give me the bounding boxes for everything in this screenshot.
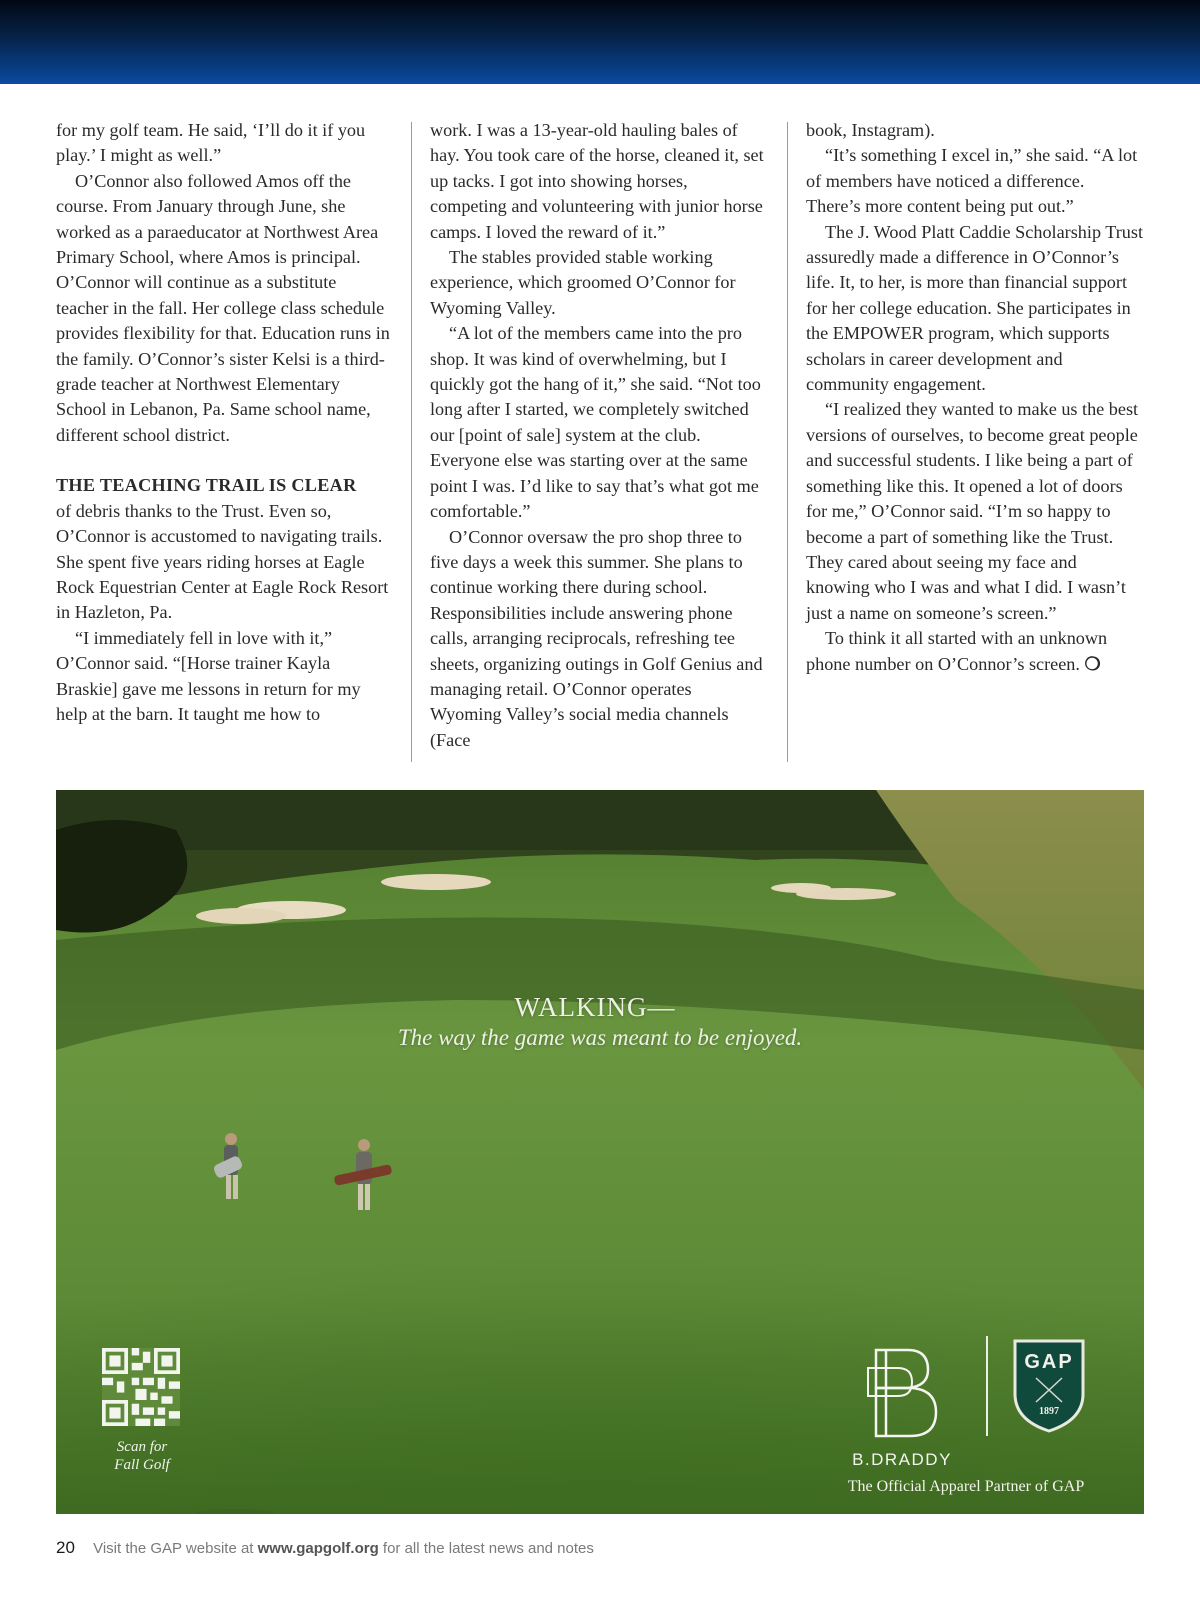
paragraph: work. I was a 13-year-old hauling bales of hay. You took care of the horse, cleaned it, set up tacks. I got into showing horses, competing and volunteering with junior horse camps. I loved the reward of it.”: [430, 120, 764, 242]
paragraph-text: To think it all started with an unknown phone number on O’Connor’s screen.: [806, 628, 1108, 674]
paragraph-text: of debris thanks to the Trust. Even so, O’Connor is accustomed to navigating trails. She spent five years riding horses at Eagle Rock Equestrian Center at Eagle Rock Resort in Hazleton, Pa.: [56, 500, 389, 623]
gap-badge-text: GAP: [1024, 1351, 1074, 1373]
golf-course-photo: [56, 790, 1144, 1514]
article-column-1: [56, 118, 393, 727]
brand-name: B.DRADDY: [852, 1450, 952, 1469]
paragraph: for my golf team. He said, ‘I’ll do it if you play.’ I might as well.”: [56, 120, 366, 166]
article-column-2: [430, 118, 767, 753]
logo-divider: [986, 1336, 988, 1436]
sand-bunker: [771, 883, 831, 893]
paragraph: The J. Wood Platt Caddie Scholarship Trust assuredly made a difference in O’Connor’s life. It, to her, is more than financial support for her college education. She participates in the EMPOWER program, which supports scholars in career development and community engagement.: [806, 221, 1144, 395]
b-draddy-logo-icon: [846, 1338, 956, 1448]
top-header-bar: [0, 0, 1200, 84]
paragraph: The stables provided stable working experience, which groomed O’Connor for Wyoming Valley.: [430, 247, 736, 318]
ad-tagline: The way the game was meant to be enjoyed.: [397, 1025, 803, 1050]
column-divider: [787, 122, 788, 762]
footer-text: for all the latest news and notes: [382, 1540, 594, 1557]
column-divider: [411, 122, 412, 762]
qr-code-icon[interactable]: [102, 1348, 180, 1426]
sand-bunker: [196, 908, 286, 924]
qr-caption: [92, 1438, 192, 1474]
ad-headline-title: WALKING—: [514, 992, 676, 1022]
advertisement: [56, 790, 1144, 1514]
paragraph: [56, 473, 393, 625]
paragraph: “I immediately fell in love with it,” O’Connor said. “[Horse trainer Kayla Braskie] gave me lessons in return for my help at the barn. It taught me how to: [56, 627, 361, 724]
paragraph: [806, 626, 1143, 677]
qr-caption-line: Fall Golf: [114, 1457, 170, 1473]
paragraph: “It’s something I excel in,” she said. “A lot of members have noticed a difference. There’s more content being put out.”: [806, 145, 1138, 217]
qr-caption-line: Scan for: [116, 1439, 168, 1455]
paragraph: book, Instagram).: [806, 120, 935, 140]
article-column-3: [806, 118, 1143, 677]
paragraph: “I realized they wanted to make us the best versions of ourselves, to become great people and successful students. I like being a part of something like this. It opened a lot of doors for me,” O’Connor said. “I’m so happy to become a part of something like the Trust. They cared about seeing my face and knowing who I was and what I did. I wasn’t just a name on someone’s screen.”: [806, 399, 1139, 623]
gap-shield-icon: [1012, 1338, 1086, 1434]
footer-link[interactable]: www.gapgolf.org: [257, 1540, 379, 1557]
gap-badge-year: 1897: [1039, 1406, 1059, 1417]
section-subhead: THE TEACHING TRAIL IS CLEAR: [56, 475, 357, 496]
sand-bunker: [381, 874, 491, 890]
end-mark-icon: ❍: [1084, 653, 1101, 674]
paragraph: O’Connor also followed Amos off the course. From January through June, she worked as a paraeducator at Northwest Area Primary School, where Amos is principal. O’Connor will continue as a substitute teacher in the fall. Her college class schedule provides flexibility for that. Education runs in the family. O’Connor’s sister Kelsi is a third-grade teacher at Northwest Elementary School in Lebanon, Pa. Same school name, different school district.: [56, 170, 390, 445]
partner-text: The Official Apparel Partner of GAP: [847, 1478, 1085, 1495]
page-footer: [56, 1538, 1144, 1562]
article-body: [56, 118, 1144, 758]
paragraph: “A lot of the members came into the pro shop. It was kind of overwhelming, but I quickly got the hang of it,” she said. “Not too long after I started, we completely switched our [point of sale] system at the club. Everyone else was starting over at the same point I was. I’d like to say that’s what got me comfortable.”: [430, 323, 761, 522]
ad-headline: [56, 992, 1144, 1051]
paragraph: O’Connor oversaw the pro shop three to five days a week this summer. She plans to continue working there during school. Responsibilities include answering phone calls, arranging reciprocals, refreshing tee sheets, organizing outings in Golf Genius and managing retail. O’Connor operates Wyoming Valley’s social media channels (Face: [430, 526, 763, 750]
page-number: 20: [56, 1538, 75, 1557]
footer-text: Visit the GAP website at: [93, 1540, 254, 1557]
